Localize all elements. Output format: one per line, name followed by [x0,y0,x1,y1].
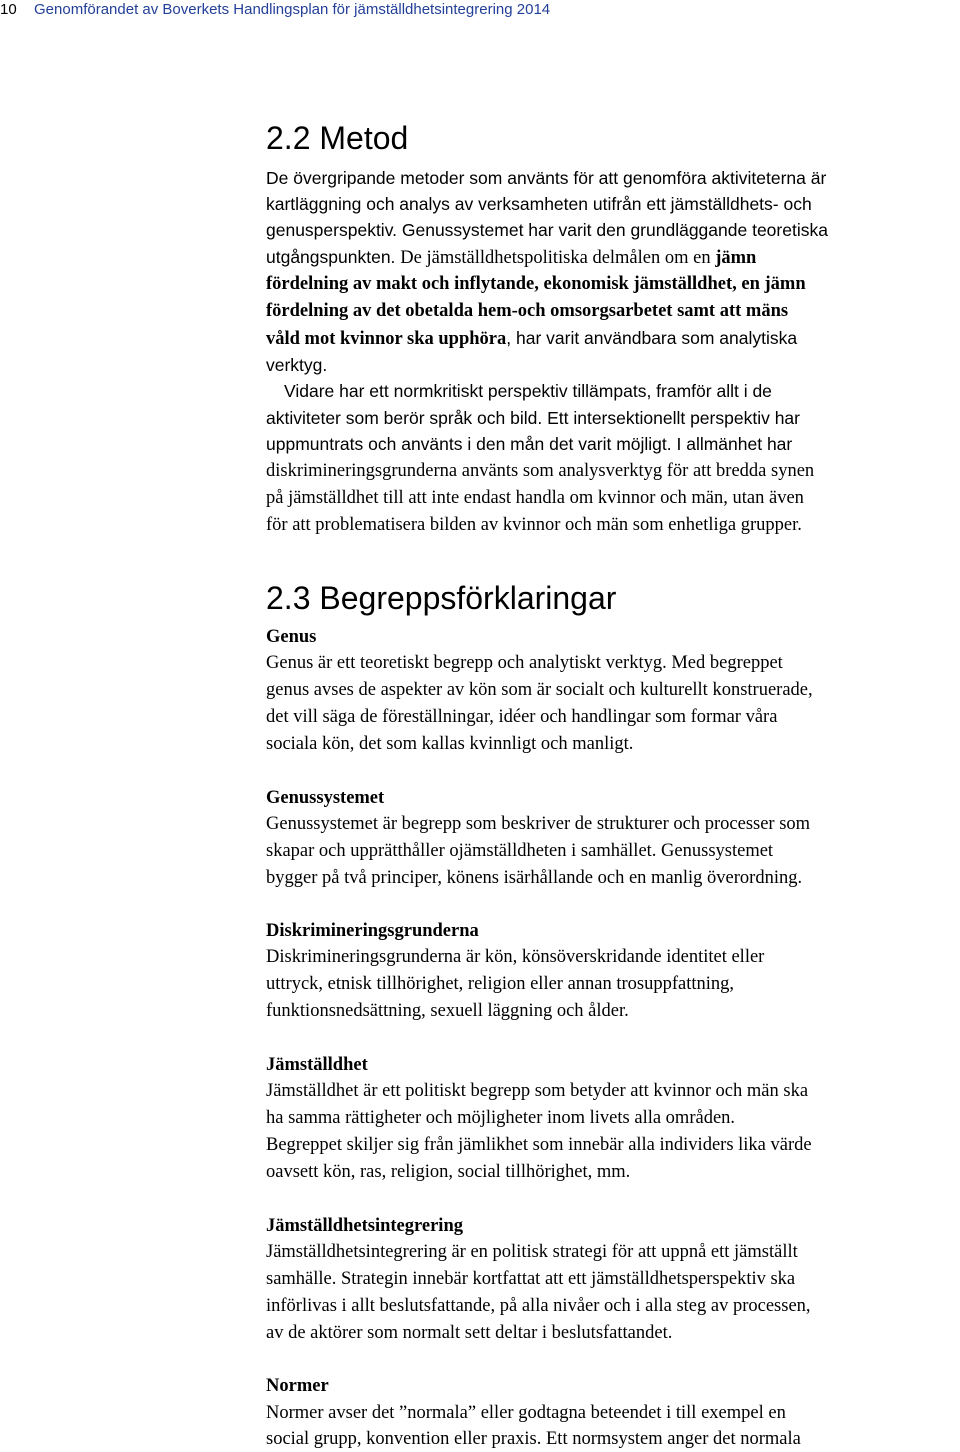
metod-line: genusperspektiv. Genussystemet har varit den grundläggande teoretiska [266,220,828,240]
term-definition-line: skapar och upprätthåller ojämställdheten i samhället. Genussystemet [266,841,774,861]
term-heading: Genussystemet [266,788,385,808]
section-heading-metod: 2.2 Metod [266,120,409,156]
page-number: 10 [0,1,17,18]
term-definition-line: Diskrimineringsgrunderna är kön, könsöverskridande identitet eller [266,947,765,967]
metod-line: aktiviteter som berör språk och bild. Ett intersektionellt perspektiv har [266,408,800,428]
term-definition-line: det vill säga de föreställningar, idéer och handlingar som formar våra [266,707,778,727]
term-definition-line: genus avses de aspekter av kön som är socialt och kulturellt konstruerade, [266,680,813,700]
term-definition-line: social grupp, konvention eller praxis. Ett normsystem anger det normala [266,1429,801,1449]
metod-line [266,244,756,271]
metod-line: på jämställdhet till att inte endast handla om kvinnor och män, utan även [266,488,804,508]
metod-emphasis: jämn [715,248,757,268]
term-definition-line: Jämställdhet är ett politiskt begrepp som betyder att kvinnor och män ska [266,1081,809,1101]
metod-line [266,325,797,352]
term-heading: Normer [266,1376,329,1396]
term-definition-line: Begreppet skiljer sig från jämlikhet som innebär alla individers lika värde [266,1135,812,1155]
metod-line: Vidare har ett normkritiskt perspektiv tillämpats, framför allt i de [284,381,772,401]
term-definition-line: funktionsnedsättning, sexuell läggning och ålder. [266,1001,629,1021]
metod-text: De jämställdhetspolitiska delmålen om en [400,248,716,268]
term-heading: Jämställdhetsintegrering [266,1216,463,1236]
metod-text: utgångspunkten. [266,247,401,267]
metod-line: uppmuntrats och använts i den mån det varit möjligt. I allmänhet har [266,434,793,454]
term-definition-line: bygger på två principer, könens isärhållande och en manlig överordning. [266,868,803,888]
term-definition-line: oavsett kön, ras, religion, social tillhörighet, mm. [266,1162,631,1182]
term-definition-line: Normer avser det ”normala” eller godtagna beteendet i till exempel en [266,1403,786,1423]
metod-line: kartläggning och analys av verksamheten utifrån ett jämställdhets- och [266,194,812,214]
term-heading: Diskrimineringsgrunderna [266,921,479,941]
running-header [0,0,550,20]
section-heading-begrepp: 2.3 Begreppsförklaringar [266,580,617,616]
metod-line: för att problematisera bilden av kvinnor och män som enhetliga grupper. [266,515,802,535]
metod-emphasis: våld mot kvinnor ska upphöra [266,329,507,349]
term-definition-line: införlivas i allt beslutsfattande, på alla nivåer och i alla steg av processen, [266,1296,811,1316]
term-definition-line: Jämställdhetsintegrering är en politisk strategi för att uppnå ett jämställt [266,1242,798,1262]
term-definition-line: av de aktörer som normalt sett deltar i beslutsfattandet. [266,1323,673,1343]
metod-line: verktyg. [266,355,328,375]
term-definition-line: Genussystemet är begrepp som beskriver de strukturer och processer som [266,814,811,834]
metod-emphasis-line: fördelning av det obetalda hem-och omsorgsarbetet samt att mäns [266,301,789,321]
term-heading: Genus [266,627,317,647]
metod-line: diskrimineringsgrunderna använts som analysverktyg för att bredda synen [266,461,815,481]
term-definition-line: ha samma rättigheter och möjligheter inom livets alla områden. [266,1108,736,1128]
term-definition-line: Genus är ett teoretiskt begrepp och analytiskt verktyg. Med begreppet [266,653,783,673]
term-definition-line: uttryck, etnisk tillhörighet, religion eller annan trosuppfattning, [266,974,735,994]
metod-text: , har varit användbara som analytiska [506,328,798,348]
metod-emphasis-line: fördelning av makt och inflytande, ekonomisk jämställdhet, en jämn [266,274,806,294]
term-definition-line: sociala kön, det som kallas kvinnligt och manligt. [266,734,634,754]
metod-line: De övergripande metoder som använts för att genomföra aktiviteterna är [266,168,827,188]
term-definition-line: samhälle. Strategin innebär kortfattat att ett jämställdhetsperspektiv ska [266,1269,796,1289]
term-heading: Jämställdhet [266,1055,368,1075]
running-header-title: Genomförandet av Boverkets Handlingsplan för jämställdhetsintegrering 2014 [34,1,551,18]
